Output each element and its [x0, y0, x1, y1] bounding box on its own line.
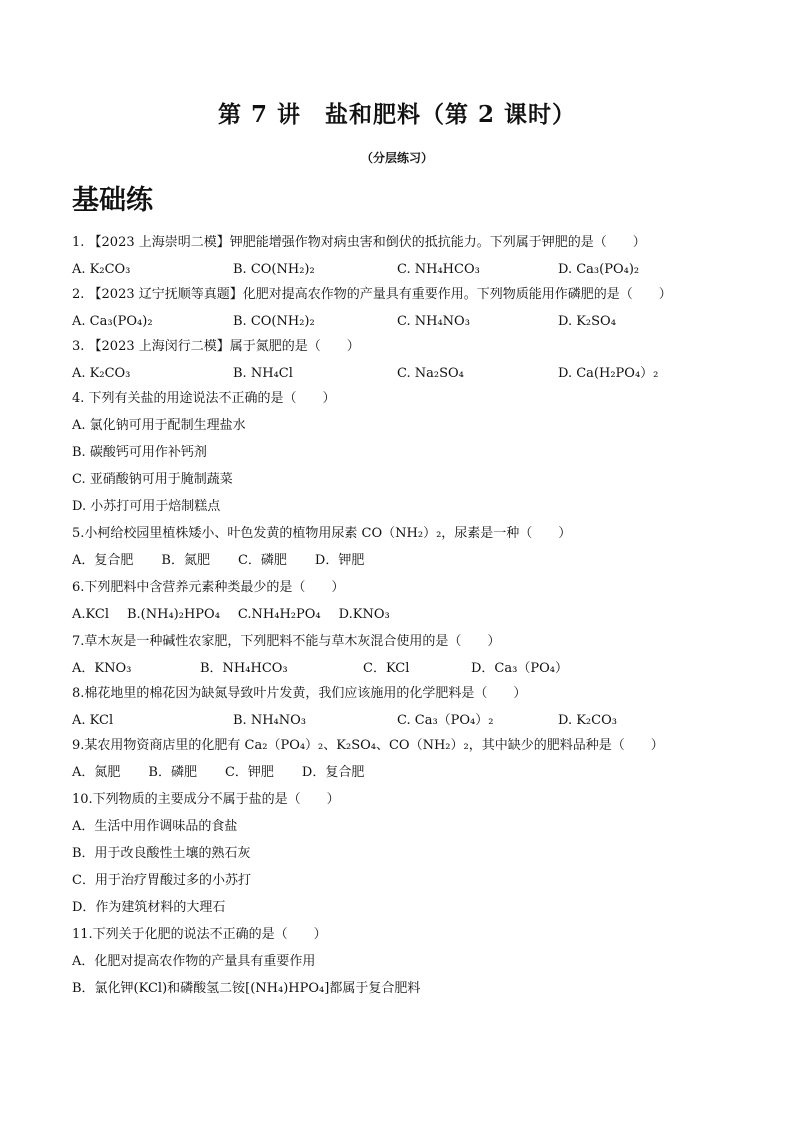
option-c: C．磷肥: [237, 553, 287, 568]
option-b: B．磷肥: [148, 765, 197, 780]
option-b: B．NH₄HCO₃: [200, 661, 288, 676]
question-stem: 11.下列关于化肥的说法不正确的是（ ）: [72, 927, 327, 942]
option-row: [72, 606, 752, 633]
option-d: D．钾肥: [314, 553, 365, 568]
option-a: A. KCl: [72, 713, 114, 728]
section-heading: 基础练: [72, 185, 153, 216]
option-b: B．用于改良酸性土壤的熟石灰: [72, 846, 251, 861]
option-d: D. Ca(H₂PO₄）₂: [558, 366, 659, 381]
option-c: C．KCl: [363, 661, 410, 676]
option-row: [72, 313, 752, 338]
option-c: C. Ca₃（PO₄）₂: [397, 713, 494, 728]
option-d: D. K₂CO₃: [558, 713, 617, 728]
option-c: C. 亚硝酸钠可用于腌制蔬菜: [72, 472, 233, 487]
option-d: D．Ca₃（PO₄）: [471, 661, 568, 676]
page-subtitle: （分层练习）: [360, 151, 433, 165]
option-a: A．KNO₃: [72, 661, 132, 676]
question-2: [72, 286, 752, 338]
question-stem: 1. 【2023 上海崇明二模】钾肥能增强作物对病虫害和倒伏的抵抗能力。下列属于钾肥的是（ ）: [72, 235, 646, 250]
option-row: [72, 365, 752, 390]
question-stem: 10.下列物质的主要成分不属于盐的是（ ）: [72, 792, 340, 807]
question-4: [72, 390, 752, 525]
question-9: [72, 737, 752, 791]
question-stem: 3. 【2023 上海闵行二模】属于氮肥的是（ ）: [72, 339, 360, 354]
question-3: [72, 338, 752, 390]
option-b: B. 碳酸钙可用作补钙剂: [72, 445, 207, 460]
option-b: B．氯化钾(KCl)和磷酸氢二铵[(NH₄)HPO₄]都属于复合肥料: [72, 981, 421, 996]
option-d: D．复合肥: [301, 765, 365, 780]
option-c: C. NH₄NO₃: [397, 314, 470, 329]
option-a: A．生活中用作调味品的食盐: [72, 819, 238, 834]
option-d: D．作为建筑材料的大理石: [72, 900, 226, 915]
question-list: [72, 234, 752, 1007]
question-stem: 4. 下列有关盐的用途说法不正确的是（ ）: [72, 391, 336, 406]
option-d: D.KNO₃: [338, 607, 390, 622]
question-stem: 6.下列肥料中含营养元素种类最少的是（ ）: [72, 580, 345, 595]
option-a: A．氮肥: [72, 765, 121, 780]
question-stem: 9.某农用物资商店里的化肥有 Ca₂（PO₄）₂、K₂SO₄、CO（NH₂）₂，其中缺少的肥料品种是（ ）: [72, 738, 664, 753]
option-b: B. NH₄Cl: [233, 366, 293, 381]
question-5: [72, 525, 752, 579]
option-c: C．钾肥: [224, 765, 274, 780]
question-11: [72, 926, 752, 1007]
option-row: [72, 712, 752, 737]
option-a: A．化肥对提高农作物的产量具有重要作用: [72, 954, 316, 969]
question-6: [72, 579, 752, 633]
option-b: B. CO(NH₂)₂: [233, 314, 315, 329]
option-row: [72, 552, 752, 579]
question-8: [72, 685, 752, 737]
option-a: A．复合肥: [72, 553, 134, 568]
question-stem: 8.棉花地里的棉花因为缺氮导致叶片发黄，我们应该施用的化学肥料是（ ）: [72, 686, 527, 701]
question-7: [72, 633, 752, 685]
page-title: 第 7 讲 盐和肥料（第 2 课时）: [217, 101, 577, 128]
question-stem: 7.草木灰是一种碱性农家肥，下列肥料不能与草木灰混合使用的是（ ）: [72, 634, 501, 649]
option-row: [72, 660, 752, 685]
option-d: D. Ca₃(PO₄)₂: [558, 262, 640, 277]
question-stem: 2. 【2023 辽宁抚顺等真题】化肥对提高农作物的产量具有重要作用。下列物质能用作磷肥的是（ ）: [72, 287, 672, 302]
option-c: C.NH₄H₂PO₄: [237, 607, 321, 622]
option-a: A. K₂CO₃: [72, 262, 131, 277]
option-d: D. K₂SO₄: [558, 314, 616, 329]
option-b: B. CO(NH₂)₂: [233, 262, 315, 277]
option-a: A. K₂CO₃: [72, 366, 131, 381]
option-c: C．用于治疗胃酸过多的小苏打: [72, 873, 251, 888]
option-b: B．氮肥: [161, 553, 210, 568]
question-1: [72, 234, 752, 286]
option-row: [72, 764, 752, 791]
option-c: C. Na₂SO₄: [397, 366, 464, 381]
option-a: A. Ca₃(PO₄)₂: [72, 314, 153, 329]
option-c: C. NH₄HCO₃: [397, 262, 480, 277]
option-b: B. NH₄NO₃: [233, 713, 306, 728]
option-row: [72, 261, 752, 286]
option-b: B.(NH₄)₂HPO₄: [127, 607, 220, 622]
question-stem: 5.小柯给校园里植株矮小、叶色发黄的植物用尿素 CO（NH₂）₂，尿素是一种（ ）: [72, 526, 572, 541]
option-d: D. 小苏打可用于焙制糕点: [72, 499, 221, 514]
question-10: [72, 791, 752, 926]
option-a: A. 氯化钠可用于配制生理盐水: [72, 418, 246, 433]
option-a: A.KCl: [72, 607, 109, 622]
